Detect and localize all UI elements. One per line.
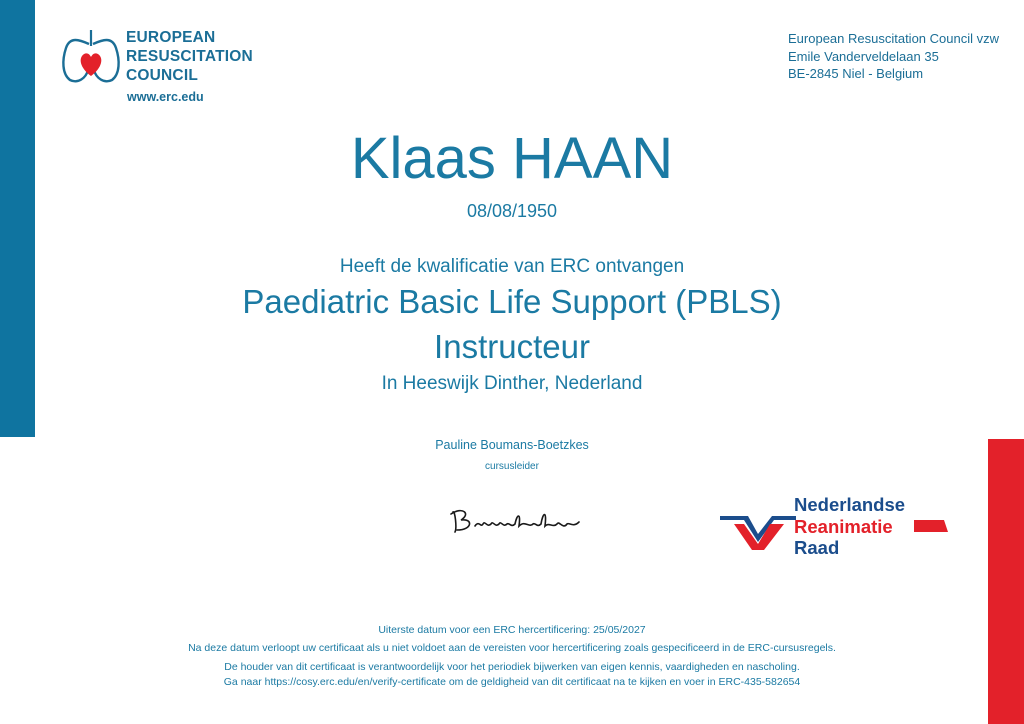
address-line2: Emile Vanderveldelaan 35	[788, 48, 939, 64]
holder-responsibility: De houder van dit certificaat is verantwoordelijk voor het periodiek bijwerken van eigen kennis, vaardigheden en nascholing.	[224, 661, 800, 673]
erc-name-line3: COUNCIL	[126, 67, 199, 84]
erc-name-line2: RESUSCITATION	[126, 48, 253, 65]
erc-logo	[60, 26, 300, 108]
organization-address	[788, 30, 999, 83]
course-director-name: Pauline Boumans-Boetzkes	[435, 438, 589, 452]
recertification-deadline: Uiterste datum voor een ERC hercertificering: 25/05/2027	[378, 624, 646, 636]
course-director-title: cursusleider	[485, 461, 539, 472]
erc-name-line1: EUROPEAN	[126, 29, 216, 46]
nrr-name-line1: Nederlandse	[794, 494, 906, 515]
qualification-role: Instructeur	[434, 328, 590, 365]
nrr-name-line3: Raad	[794, 537, 840, 558]
qualification-intro: Heeft de kwalificatie van ERC ontvangen	[339, 256, 685, 277]
nrr-logo	[718, 494, 958, 564]
nrr-name	[794, 494, 905, 559]
erc-website[interactable]: www.erc.edu	[127, 90, 204, 104]
address-line1: European Resuscitation Council vzw	[788, 31, 999, 46]
date-of-birth: 08/08/1950	[466, 201, 558, 221]
holder-name: Klaas HAAN	[350, 126, 674, 191]
nrr-name-line2: Reanimatie	[794, 515, 893, 537]
expiry-notice: Na deze datum verloopt uw certificaat als u niet voldoet aan de vereisten voor hercertificering zoals gespecificeerd in de ERC-cursusregels.	[188, 642, 836, 654]
signature-icon	[445, 500, 585, 542]
lungs-heart-icon	[60, 26, 122, 86]
verification-instructions[interactable]: Ga naar https://cosy.erc.edu/en/verify-certificate om de geldigheid van dit certificaat na te kijken en voer in ERC-435-582654	[223, 676, 801, 688]
nrr-heart-icon	[718, 494, 798, 554]
course-location: In Heeswijk Dinther, Nederland	[381, 373, 643, 394]
erc-name	[126, 28, 253, 85]
address-line3: BE-2845 Niel - Belgium	[788, 66, 924, 81]
course-title: Paediatric Basic Life Support (PBLS)	[242, 283, 782, 320]
nrr-red-wedge-icon	[914, 520, 948, 532]
